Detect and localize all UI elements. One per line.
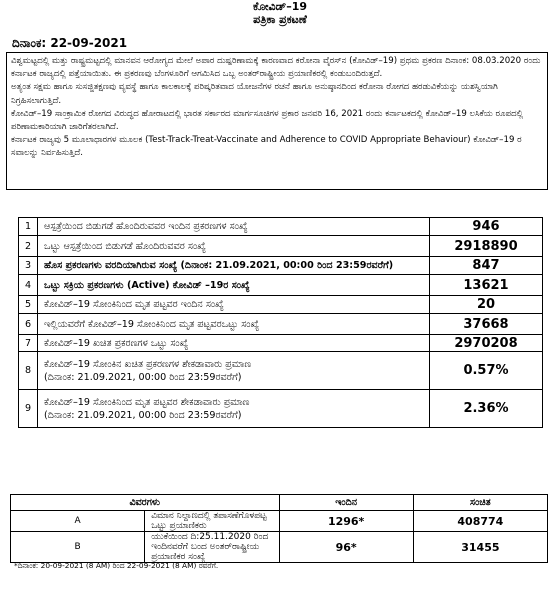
table-row — [19, 352, 543, 390]
footnote: *ದಿನಾಂಕ: 20-09-2021 (8 AM) ರಿಂದ 22-09-2021 (8 AM) ರವರೆಗೆ. — [14, 561, 219, 570]
row-value: 2918890 — [430, 236, 543, 257]
row-description — [38, 236, 430, 257]
row-number: 4 — [19, 275, 38, 296]
row-description-text: ಕೋವಿಡ್–19 ಖಚಿತ ಪ್ರಕರಣಗಳ ಒಟ್ಟು ಸಂಖ್ಯೆ — [44, 337, 189, 349]
row-today: 96* — [279, 532, 413, 563]
row-description-text: ಹೊಸ ಪ್ರಕರಣಗಳು ವರದಿಯಾಗಿರುವ ಸಂಖ್ಯೆ (ದಿನಾಂಕ: 21.09.2021, 00:00 ರಿಂದ 23:59ರವರೆಗೆ) — [44, 260, 394, 271]
row-value: 20 — [430, 296, 543, 314]
row-number: 2 — [19, 236, 38, 257]
row-description — [38, 275, 430, 296]
table-row — [19, 314, 543, 335]
table-row — [11, 532, 548, 563]
row-value: 2.36% — [430, 390, 543, 428]
row-number: 9 — [19, 390, 38, 428]
row-date-range: (ದಿನಾಂಕ: 21.09.2021, 00:00 ರಿಂದ 23:59ರವರೆಗೆ) — [44, 371, 242, 383]
table-row — [19, 236, 543, 257]
table-row — [19, 257, 543, 275]
covid-stats-table — [18, 217, 543, 428]
intro-paragraph: ಅತ್ಯಂತ ಸಕ್ಷಮ ಹಾಗೂ ಸುಸಜ್ಜಿತಕ್ಷಣವು ವ್ಯವಸ್ಥೆ ಹಾಗೂ ಕಾಲಕಾಲಕ್ಕೆ ಪರಿಷ್ಕರಿತವಾದ ಯೋಜನೆಗಳ ರಚನೆ ಹಾಗೂ ಅನುಷ್ಠಾನದಿಂದ ಕರೋನಾ ರೋಗದ ಹರಡುವಿಕೆಯನ್ನು ಯಶಸ್ವಿಯಾಗಿ ನಿಗ್ರಹಿಸಲಾಗುತ್ತಿದೆ. — [11, 82, 498, 106]
row-description-text: ಕೋವಿಡ್–19 ಸೋಂಕಿನಿಂದ ಮೃತ ಪಟ್ಟವರ ಇಂದಿನ ಸಂಖ್ಯೆ — [44, 299, 224, 310]
table-row — [19, 296, 543, 314]
intro-box — [6, 52, 548, 190]
row-value: 37668 — [430, 314, 543, 335]
header-cumulative: ಸಂಚಿತ — [413, 495, 547, 511]
row-number: 7 — [19, 335, 38, 352]
row-description-text: ಒಟ್ಟು ಆಸ್ಪತ್ರೆಯಿಂದ ಬಿಡುಗಡೆ ಹೊಂದಿರುವವರ ಸಂಖ್ಯೆ — [44, 240, 206, 252]
table-row — [11, 511, 548, 532]
row-description — [38, 352, 430, 390]
header-title: ಕೋವಿಡ್–19 — [252, 0, 308, 13]
table-row — [19, 390, 543, 428]
header-subtitle: ಪತ್ರಿಕಾ ಪ್ರಕಟಣೆ — [253, 13, 307, 26]
travellers-table — [10, 494, 548, 563]
row-description — [38, 296, 430, 314]
row-description — [38, 218, 430, 236]
row-description-text: ಆಸ್ಪತ್ರೆಯಿಂದ ಬಿಡುಗಡೆ ಹೊಂದಿರುವವರ ಇಂದಿನ ಪ್ರಕರಣಗಳ ಸಂಖ್ಯೆ — [44, 221, 248, 232]
row-description-text: ಒಟ್ಟು ಸಕ್ರಿಯ ಪ್ರಕರಣಗಳು (Active) ಕೋವಿಡ್ –19ರ ಸಂಖ್ಯೆ — [44, 279, 250, 291]
row-description — [38, 257, 430, 275]
row-label: A — [11, 511, 145, 532]
row-value: 0.57% — [430, 352, 543, 390]
row-number: 6 — [19, 314, 38, 335]
row-today: 1296* — [279, 511, 413, 532]
table-row — [19, 335, 543, 352]
intro-paragraph: ಕರ್ನಾಟಕ ರಾಜ್ಯವು 5 ಮೂಲಾಧಾರಗಳ ಮೂಲಕ (Test-Track-Treat-Vaccinate and Adherence to COVID Appropriate Behaviour) ಕೋವಿಡ್–19 ರ ಸವಾಲನ್ನು ನಿರ್ವಹಿಸುತ್ತಿದೆ. — [11, 135, 522, 159]
row-label: B — [11, 532, 145, 563]
row-number: 8 — [19, 352, 38, 390]
row-date-range: (ದಿನಾಂಕ: 21.09.2021, 00:00 ರಿಂದ 23:59ರವರೆಗೆ) — [44, 409, 242, 421]
row-cumulative: 31455 — [413, 532, 547, 563]
row-description — [38, 314, 430, 335]
row-value: 946 — [430, 218, 543, 236]
row-description: ಯುಕೆಯಿಂದ ದಿ:25.11.2020 ರಿಂದ ಇಂದಿನವರೆಗೆ ಬಂದ ಅಂತರ್‌ರಾಷ್ಟ್ರೀಯ ಪ್ರಯಾಣಿಕರ ಸಂಖ್ಯೆ — [145, 532, 279, 563]
intro-paragraph: ವಿಶ್ವಮಟ್ಟದಲ್ಲಿ ಮತ್ತು ರಾಷ್ಟ್ರಮಟ್ಟದಲ್ಲಿ ಮಾನವನ ಆರೋಗ್ಯದ ಮೇಲೆ ಅಪಾರ ದುಷ್ಪರಿಣಾಮಕ್ಕೆ ಕಾರಣವಾದ ಕರೋನಾ ವೈರಸ್‌ನ (ಕೋವಿಡ್–19) ಪ್ರಥಮ ಪ್ರಕರಣ ದಿನಾಂಕ: 08.03.2020 ರಂದು ಕರ್ನಾಟಕ ರಾಜ್ಯದಲ್ಲಿ ಪತ್ತೆಯಾಯಿತು. ಈ ಪ್ರಕರಣವು ಬೆಂಗಳೂರಿಗೆ ಆಗಮಿಸಿದ ಒಬ್ಬ ಅಂತರ್‌ರಾಷ್ಟ್ರೀಯ ಪ್ರಯಾಣಿಕರಲ್ಲಿ ಕಂಡುಬಂದಿರುತ್ತದೆ. — [11, 56, 541, 80]
row-description-text: ಇಲ್ಲಿಯವರೆಗೆ ಕೋವಿಡ್–19 ಸೋಂಕಿನಿಂದ ಮೃತ ಪಟ್ಟವರಒಟ್ಟು ಸಂಖ್ಯೆ — [44, 318, 260, 330]
intro-paragraph: ಕೋವಿಡ್–19 ಸಾಂಕ್ರಾಮಿಕ ರೋಗದ ವಿರುದ್ಧದ ಹೋರಾಟದಲ್ಲಿ ಭಾರತ ಸರ್ಕಾರದ ಮಾರ್ಗಸೂಚಿಗಳ ಪ್ರಕಾರ ಜನವರಿ 16, 2021 ರಂದು ಕರ್ನಾಟಕದಲ್ಲಿ ಕೋವಿಡ್–19 ಲಸಿಕೆಯ ರೂಪದಲ್ಲಿ ಪರಿಣಾಮಕಾರಿಯಾಗಿ ಜಾರಿಗೆತರಲಾಗಿದೆ. — [11, 108, 524, 133]
row-number: 1 — [19, 218, 38, 236]
row-value: 847 — [430, 257, 543, 275]
table-header-row — [11, 495, 548, 511]
row-description — [38, 390, 430, 428]
row-number: 5 — [19, 296, 38, 314]
row-description-text: ಕೋವಿಡ್–19 ಸೋಂಕಿನಿಂದ ಮೃತ ಪಟ್ಟವರ ಶೇಕಡಾವಾರು ಪ್ರಮಾಣ — [44, 396, 250, 408]
row-description: ವಿಮಾನ ನಿಲ್ದಾಣದಲ್ಲಿ ತಪಾಸಣೆಗೊಳಪಟ್ಟ ಒಟ್ಟು ಪ್ರಯಾಣಿಕರು — [145, 511, 279, 532]
table-row — [19, 275, 543, 296]
row-description-text: ಕೋವಿಡ್–19 ಸೋಂಕಿನ ಖಚಿತ ಪ್ರಕರಣಗಳ ಶೇಕಡಾವಾರು ಪ್ರಮಾಣ — [44, 358, 252, 370]
row-description — [38, 335, 430, 352]
table-row — [19, 218, 543, 236]
row-value: 2970208 — [430, 335, 543, 352]
row-cumulative: 408774 — [413, 511, 547, 532]
row-number: 3 — [19, 257, 38, 275]
press-release-date: ದಿನಾಂಕ: 22-09-2021 — [12, 36, 128, 50]
header-details: ವಿವರಗಳು — [11, 495, 280, 511]
header-today: ಇಂದಿನ — [279, 495, 413, 511]
row-value: 13621 — [430, 275, 543, 296]
